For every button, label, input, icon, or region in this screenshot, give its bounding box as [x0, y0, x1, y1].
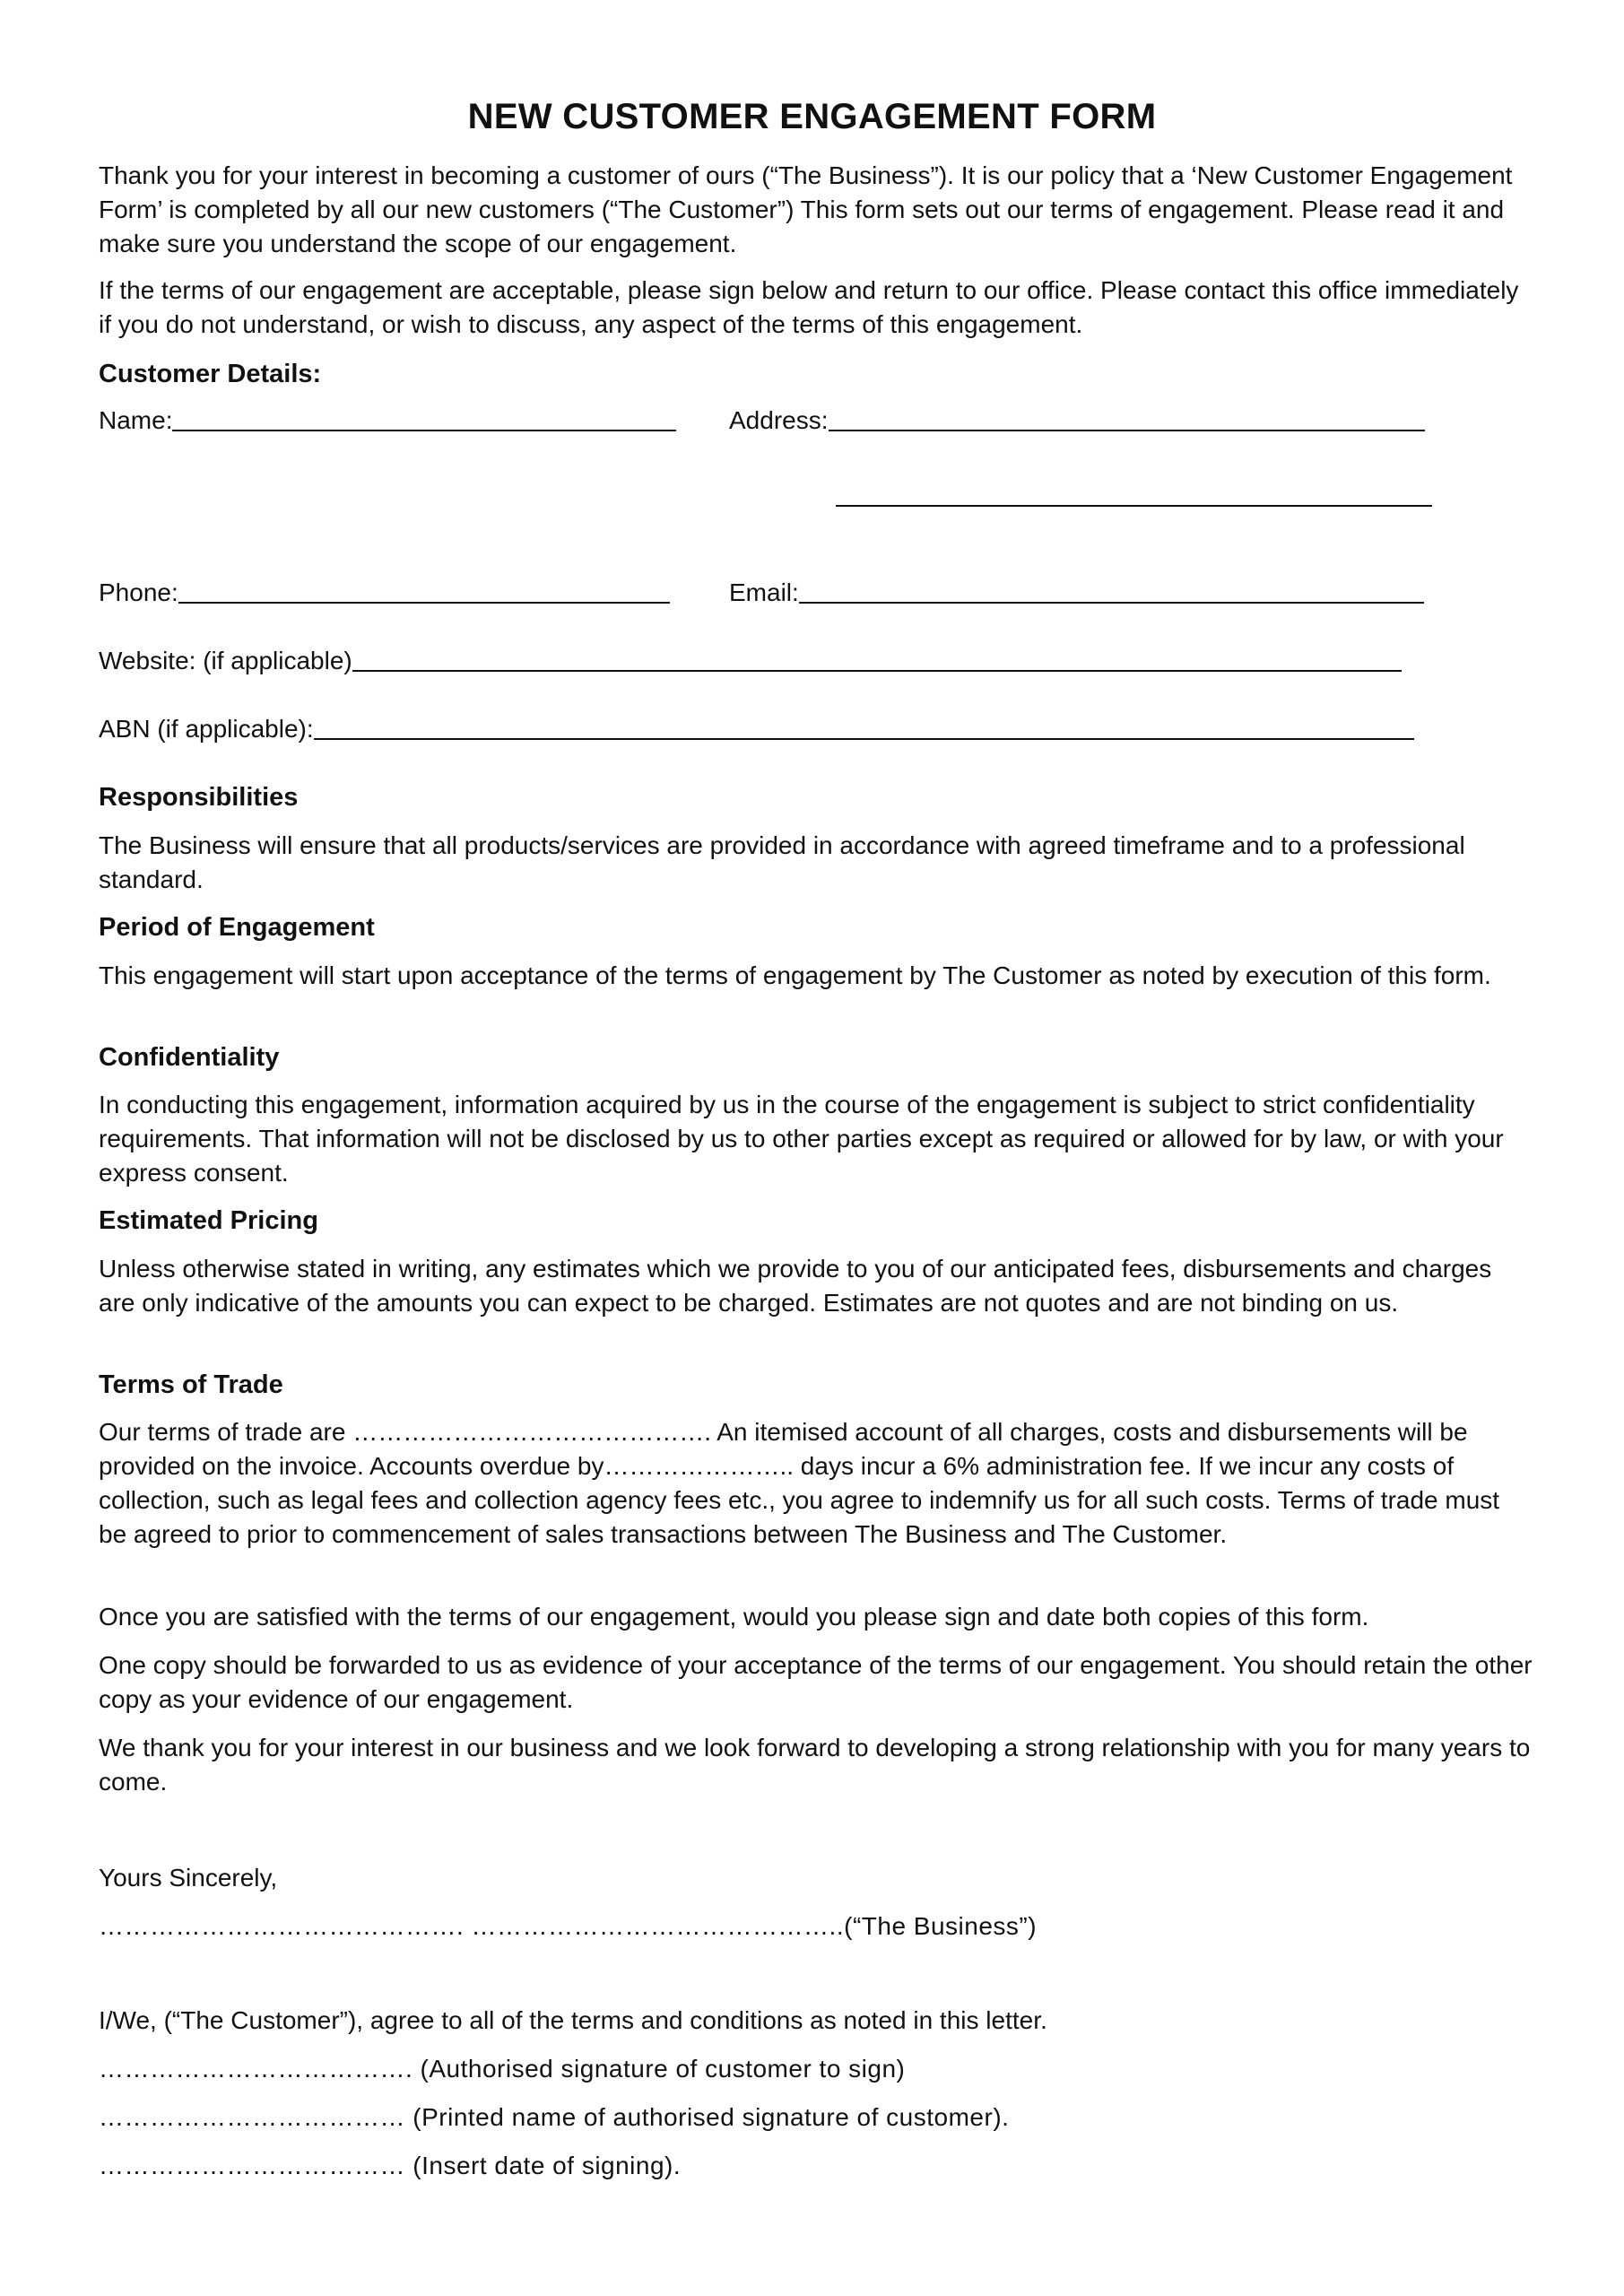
phone-label: Phone:: [99, 578, 178, 606]
confidentiality-heading: Confidentiality: [99, 1043, 280, 1072]
address-field[interactable]: [729, 404, 1425, 438]
customer-signature-line[interactable]: ………………………………. (Authorised signature of customer to sign): [99, 2055, 906, 2083]
name-label: Name:: [99, 406, 173, 434]
abn-label: ABN (if applicable):: [99, 715, 314, 743]
responsibilities-text: The Business will ensure that all products/services are provided in accordance with agreed timeframe and to a professional standard.: [99, 831, 1465, 893]
intro-paragraph-2: If the terms of our engagement are acceptable, please sign below and return to our office. Please contact this office immediately if you do not understand, or wish to discuss, any aspect of the terms of this engagement.: [99, 276, 1519, 338]
website-field[interactable]: [99, 644, 1402, 678]
address-input-line[interactable]: [829, 404, 1425, 431]
responsibilities-heading: Responsibilities: [99, 783, 299, 812]
closing-paragraph-2: One copy should be forwarded to us as evidence of your acceptance of the terms of our engagement. You should retain the other copy as your evidence of our engagement.: [99, 1651, 1533, 1713]
abn-input-line[interactable]: [314, 713, 1414, 740]
pricing-heading: Estimated Pricing: [99, 1206, 318, 1235]
terms-text: Our terms of trade are ……………………………………. An itemised account of all charges, costs and disbursements will be provided on the invoice. Accounts overdue by………………….. days incur a 6% administration fee. If we incur any costs of collection, such as legal fees and collection agency fees etc., you agree to indemnify us for all such costs. Terms of trade must be agreed to prior to commencement of sales transactions between The Business and The Customer.: [99, 1418, 1500, 1548]
name-input-line[interactable]: [172, 404, 676, 431]
customer-printed-name-line[interactable]: ……………………………… (Printed name of authorised signature of customer).: [99, 2103, 1010, 2131]
phone-field[interactable]: [99, 576, 670, 610]
closing-paragraph-3: We thank you for your interest in our business and we look forward to developing a strong relationship with you for many years to come.: [99, 1734, 1531, 1796]
email-field[interactable]: [729, 576, 1424, 610]
period-heading: Period of Engagement: [99, 913, 375, 942]
phone-input-line[interactable]: [178, 577, 670, 604]
signing-date-line[interactable]: ……………………………… (Insert date of signing).: [99, 2152, 682, 2179]
name-field[interactable]: [99, 404, 676, 438]
pricing-text: Unless otherwise stated in writing, any estimates which we provide to you of our anticipated fees, disbursements and charges are only indicative of the amounts you can expect to be charged. Estimates are not quotes and are not binding on us.: [99, 1255, 1492, 1317]
closing-paragraph-1: Once you are satisfied with the terms of our engagement, would you please sign and date both copies of this form.: [99, 1603, 1369, 1631]
website-label: Website: (if applicable): [99, 647, 352, 674]
terms-heading: Terms of Trade: [99, 1370, 283, 1399]
website-input-line[interactable]: [352, 645, 1402, 672]
form-title: NEW CUSTOMER ENGAGEMENT FORM: [467, 97, 1157, 136]
address-second-line[interactable]: [836, 503, 1432, 507]
business-signature-line[interactable]: ……………………………………. ……………………………………..(“The Business”): [99, 1912, 1038, 1940]
email-label: Email:: [729, 578, 799, 606]
confidentiality-text: In conducting this engagement, information acquired by us in the course of the engagement is subject to strict confidentiality requirements. That information will not be disclosed by us to other parties except as required or allowed for by law, or with your express consent.: [99, 1091, 1504, 1187]
abn-field[interactable]: [99, 712, 1414, 746]
address-label: Address:: [729, 406, 829, 434]
intro-paragraph-1: Thank you for your interest in becoming a customer of ours (“The Business”). It is our policy that a ‘New Customer Engagement Form’ is completed by all our new customers (“The Customer”) This form sets out our terms of engagement. Please read it and make sure you understand the scope of our engagement.: [99, 161, 1513, 257]
email-input-line[interactable]: [799, 577, 1424, 604]
period-text: This engagement will start upon acceptance of the terms of engagement by The Customer as noted by execution of this form.: [99, 961, 1491, 989]
customer-agreement-text: I/We, (“The Customer”), agree to all of the terms and conditions as noted in this letter.: [99, 2006, 1047, 2034]
customer-details-heading: Customer Details:: [99, 360, 322, 388]
yours-sincerely: Yours Sincerely,: [99, 1864, 278, 1892]
